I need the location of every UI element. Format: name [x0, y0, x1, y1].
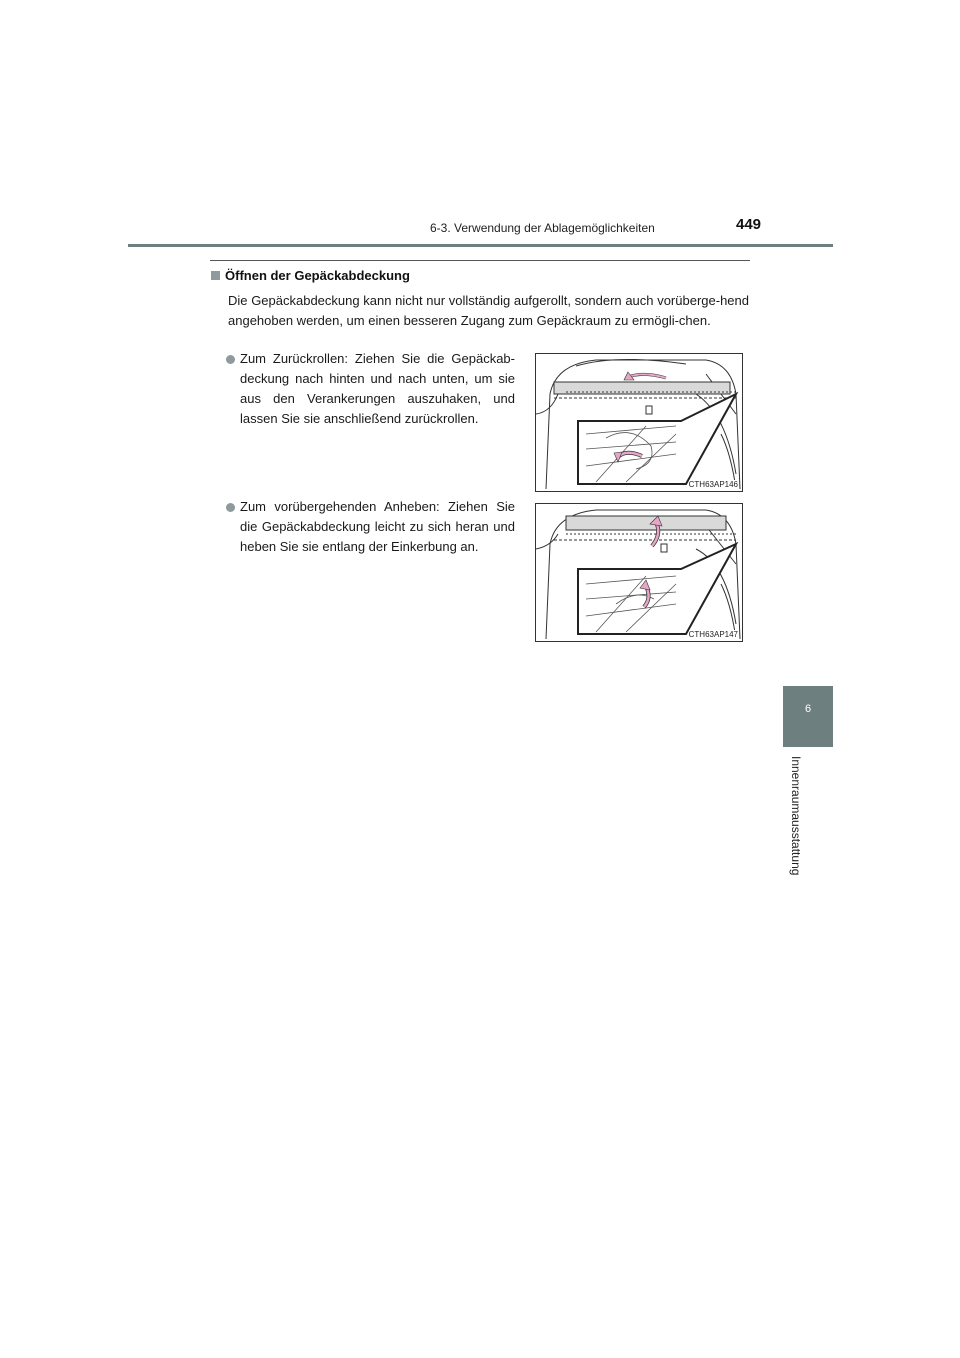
list-item	[226, 349, 515, 429]
figure-lift-up	[535, 503, 743, 642]
header-title: 6-3. Verwendung der Ablagemöglichkeiten	[430, 221, 655, 235]
illustration-lift-up	[536, 504, 742, 641]
list-item-text: Zum vorübergehenden Anheben: Ziehen Sie die Gepäckabdeckung leicht zu sich heran und heben Sie sie entlang der Einkerbung an.	[240, 499, 515, 554]
intro-paragraph: Die Gepäckabdeckung kann nicht nur vollständig aufgerollt, sondern auch vorüberge-hend angehoben werden, um einen besseren Zugang zum Gepäckraum zu ermögli-chen.	[228, 293, 749, 328]
section-heading	[211, 268, 410, 283]
chapter-number: 6	[804, 703, 812, 715]
header-rule	[128, 244, 833, 247]
chapter-tab[interactable]	[783, 686, 833, 747]
figure-roll-back	[535, 353, 743, 492]
section-rule	[210, 260, 750, 261]
bullet-icon	[226, 355, 235, 364]
illustration-roll-back	[536, 354, 742, 491]
list-item	[226, 497, 515, 557]
list-item-text: Zum Zurückrollen: Ziehen Sie die Gepäckab-deckung nach hinten und nach unten, um sie aus den Verankerungen auszuhaken, und lassen Sie sie anschließend zurückrollen.	[240, 351, 515, 426]
section-heading-text: Öffnen der Gepäckabdeckung	[225, 268, 410, 283]
bullet-icon	[226, 503, 235, 512]
page-number: 449	[736, 216, 762, 233]
chapter-label: Innenraumausstattung	[789, 756, 803, 876]
heading-square-icon	[211, 271, 220, 280]
figure-code: CTH63AP146	[688, 480, 738, 489]
figure-code: CTH63AP147	[688, 630, 738, 639]
